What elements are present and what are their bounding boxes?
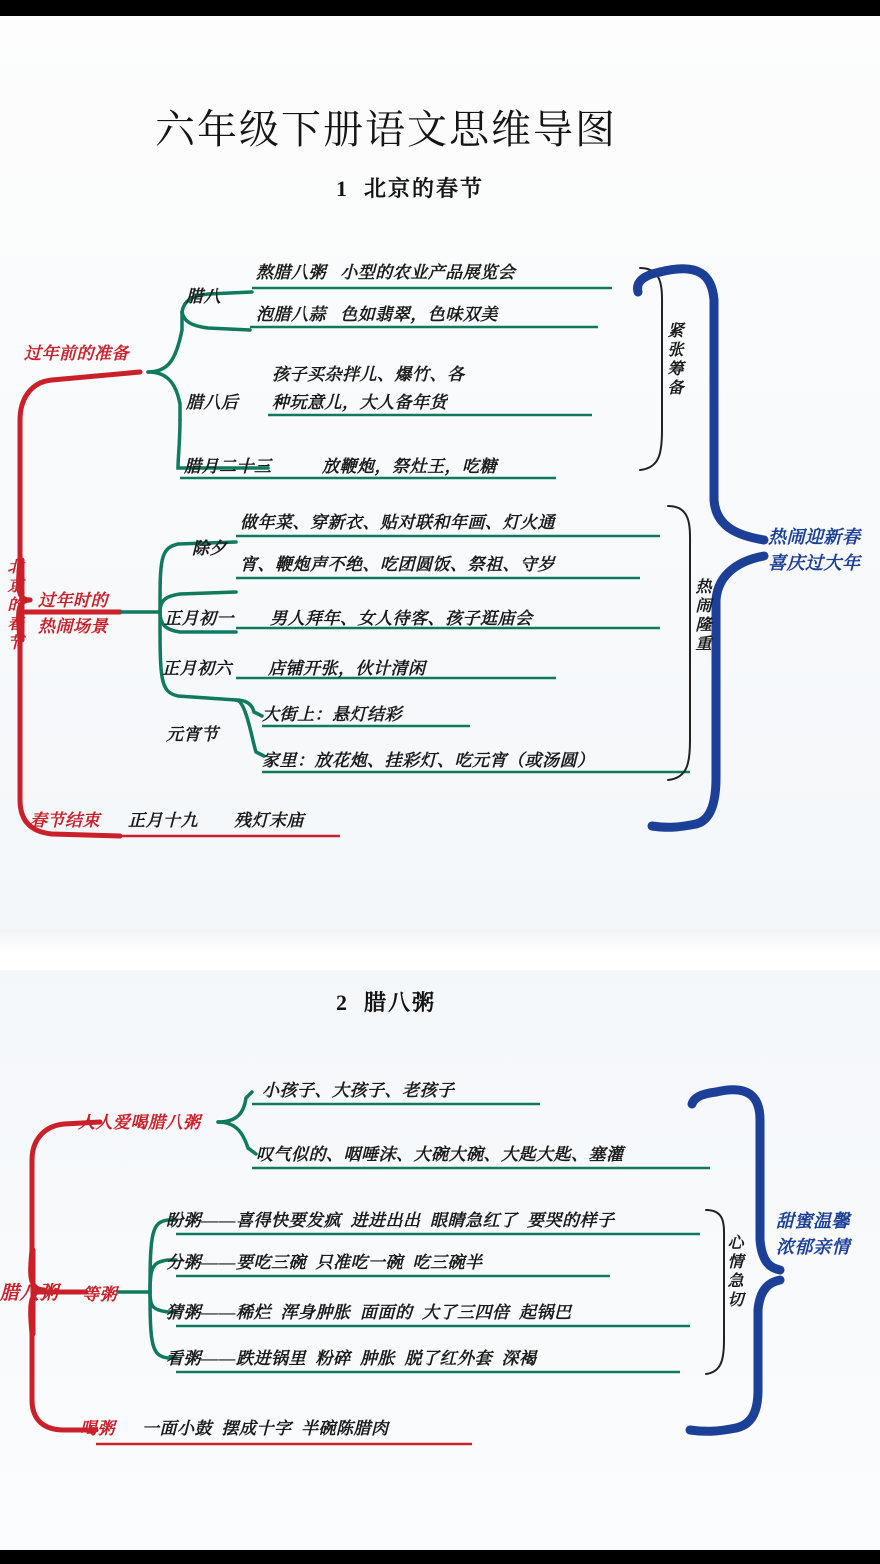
map1-leaf-laba-2: 泡腊八蒜 色如翡翠，色味双美 [256,305,498,324]
map1-node-day1: 正月初一 [164,609,234,628]
map2-leaf-hezhou-1: 一面小鼓 摆成十字 半碗陈腊肉 [142,1419,389,1438]
map1-subtitle: 1 北京的春节 [336,176,485,201]
map1-leaf-yuanxiao-2: 家里：放花炮、挂彩灯、吃元宵（或汤圆） [262,751,595,770]
map1-leaf-yuanxiao-1: 大街上：悬灯结彩 [262,705,402,724]
map1-node-chuxi: 除夕 [192,539,227,558]
map2-branch-3-label: 喝粥 [80,1419,115,1438]
map1-group-label-1: 紧张筹备 [665,322,682,398]
map2-row-fenzhou: 分粥——要吃三碗 只准吃一碗 吃三碗半 [166,1253,483,1272]
map1-leaf-day19-1: 残灯末庙 [234,811,304,830]
map1-leaf-laba-1: 熬腊八粥 小型的农业产品展览会 [256,263,516,282]
map2-row-caizhou: 猜粥——稀烂 浑身肿胀 面面的 大了三四倍 起锅巴 [166,1303,572,1322]
page-title: 六年级下册语文思维导图 [155,108,617,152]
letterbox-bottom [0,1550,880,1564]
map2-root-label: 腊八粥 [0,1283,59,1304]
map1-node-lunar23: 腊月二十三 [184,457,272,476]
map1-node-day6: 正月初六 [162,659,232,678]
map1-leaf-chuxi-2: 宵、鞭炮声不绝、吃团圆饭、祭祖、守岁 [240,555,555,574]
map2-summary-line1: 甜蜜温馨 [776,1211,850,1231]
map1-leaf-labahou-2: 种玩意儿，大人备年货 [272,393,447,412]
map2-branch-1-label: 人人爱喝腊八粥 [78,1113,201,1132]
map2-leaf-love-1: 小孩子、大孩子、老孩子 [262,1081,455,1100]
map2-row-panzhou: 盼粥——喜得快要发疯 进进出出 眼睛急红了 要哭的样子 [166,1211,615,1230]
map1-branch-3-label: 春节结束 [30,811,100,830]
map1-node-labahou: 腊八后 [186,393,239,412]
map2-group-label: 心情急切 [725,1234,742,1310]
map1-leaf-chuxi-1: 做年菜、穿新衣、贴对联和年画、灯火通 [240,513,555,532]
map1-node-day19: 正月十九 [128,811,198,830]
map1-root-label: 北京的春节 [5,558,22,653]
map1-leaf-labahou-1: 孩子买杂拌儿、爆竹、各 [272,365,465,384]
map1-leaf-day1-1: 男人拜年、女人待客、孩子逛庙会 [270,609,533,628]
map1-leaf-lunar23-1: 放鞭炮，祭灶王，吃糖 [322,457,497,476]
map2-row-kanzhou: 看粥——跌进锅里 粉碎 肿胀 脱了红外套 深褐 [166,1349,537,1368]
map2-leaf-love-2: 叹气似的、咽唾沫、大碗大碗、大匙大匙、塞灌 [256,1145,624,1164]
map1-group-label-2: 热闹隆重 [693,578,710,654]
map1-node-laba: 腊八 [186,287,221,306]
map1-summary [768,524,861,576]
map1-summary-line2: 喜庆过大年 [768,553,861,573]
map1-branch-2-line2: 热闹场景 [38,617,108,636]
map1-node-yuanxiao: 元宵节 [166,725,219,744]
map1-summary-line1: 热闹迎新春 [768,527,861,547]
map1-branch-2-line1: 过年时的 [38,591,108,610]
map2-branch-2-label: 等粥 [82,1285,117,1304]
map1-branch-2-label [38,588,108,640]
map2-subtitle: 2 腊八粥 [336,990,437,1015]
map1-leaf-day6-1: 店铺开张，伙计清闲 [268,659,426,678]
sheet-divider [0,930,880,970]
map1-branch-1-label: 过年前的准备 [24,344,129,363]
map2-summary-line2: 浓郁亲情 [776,1237,850,1257]
letterbox-top [0,0,880,16]
map2-summary [776,1208,850,1260]
